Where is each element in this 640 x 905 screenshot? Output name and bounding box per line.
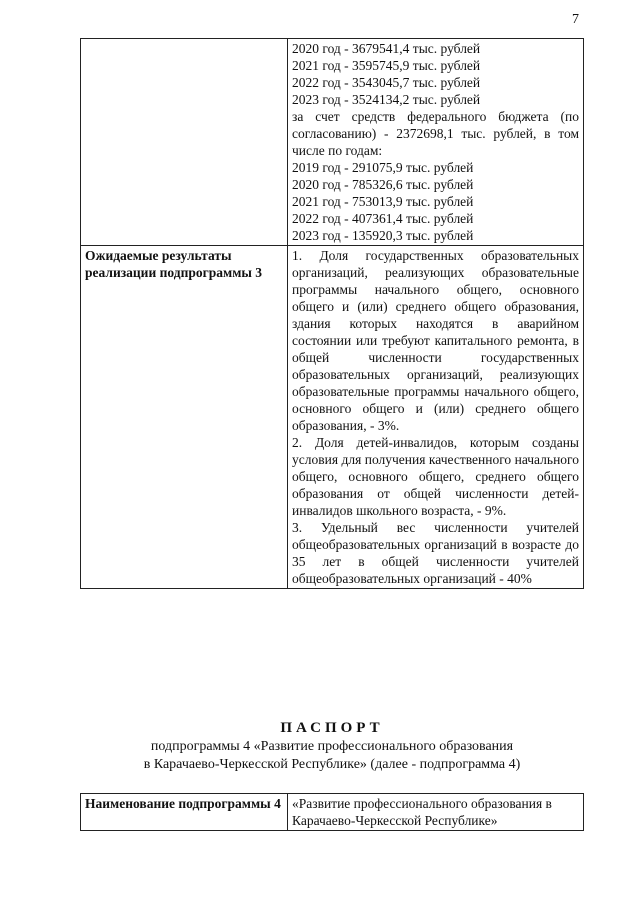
federal-line-2022: 2022 год - 407361,4 тыс. рублей: [292, 211, 474, 226]
subprogram-name-value: «Развитие профессионального образования в Карачаево-Черкесской Республике»: [288, 794, 584, 831]
funding-row: [81, 39, 584, 246]
subprogram4-passport-table: [80, 793, 584, 831]
funding-value-cell: [288, 39, 584, 246]
subprogram-name-label: Наименование подпрограммы 4: [81, 794, 288, 831]
passport-subtitle-line1: подпрограммы 4 «Развитие профессионального образования: [150, 739, 514, 754]
funding-line-2022: 2022 год - 3543045,7 тыс. рублей: [292, 75, 481, 90]
funding-line-2020: 2020 год - 3679541,4 тыс. рублей: [292, 41, 481, 56]
federal-line-2020: 2020 год - 785326,6 тыс. рублей: [292, 177, 474, 192]
results-label: Ожидаемые результаты реализации подпрограммы 3: [81, 246, 288, 589]
result-item-1: 1. Доля государственных образовательных организаций, реализующих образовательные программы начального общего, основного общего и (или) среднего общего образования, здания которых находятся в аварийном состоянии или требуют капитального ремонта, в общей численности государственных образовательных организаций, реализующих образовательные программы начального общего, основного общего и (или) среднего общего образования, - 3%.: [292, 248, 579, 433]
federal-line-2021: 2021 год - 753013,9 тыс. рублей: [292, 194, 474, 209]
federal-line-2023: 2023 год - 135920,3 тыс. рублей: [292, 228, 474, 243]
page-number: 7: [572, 12, 579, 27]
results-value-cell: [288, 246, 584, 589]
result-item-3: 3. Удельный вес численности учителей общеобразовательных организаций в возрасте до 35 лет в общей численности учителей общеобразовательных организаций - 40%: [292, 520, 579, 586]
subprogram3-passport-table: [80, 38, 584, 589]
funding-label-cell: [81, 39, 288, 246]
funding-line-2021: 2021 год - 3595745,9 тыс. рублей: [292, 58, 481, 73]
federal-line-2019: 2019 год - 291075,9 тыс. рублей: [292, 160, 474, 175]
passport-subtitle-line2: в Карачаево-Черкесской Республике» (далее - подпрограмма 4): [143, 757, 521, 772]
passport-title: ПАСПОРТ: [280, 720, 384, 736]
result-item-2: 2. Доля детей-инвалидов, которым созданы условия для получения качественного начального общего, основного общего, среднего общего образования от общей численности детей-инвалидов школьного возраста, - 9%.: [292, 435, 579, 518]
subprogram-name-row: [81, 794, 584, 831]
passport-heading: [80, 718, 584, 774]
funding-line-2023: 2023 год - 3524134,2 тыс. рублей: [292, 92, 481, 107]
results-row: [81, 246, 584, 589]
federal-funding-intro: за счет средств федерального бюджета (по согласованию) - 2372698,1 тыс. рублей, в том числе по годам:: [292, 109, 579, 158]
